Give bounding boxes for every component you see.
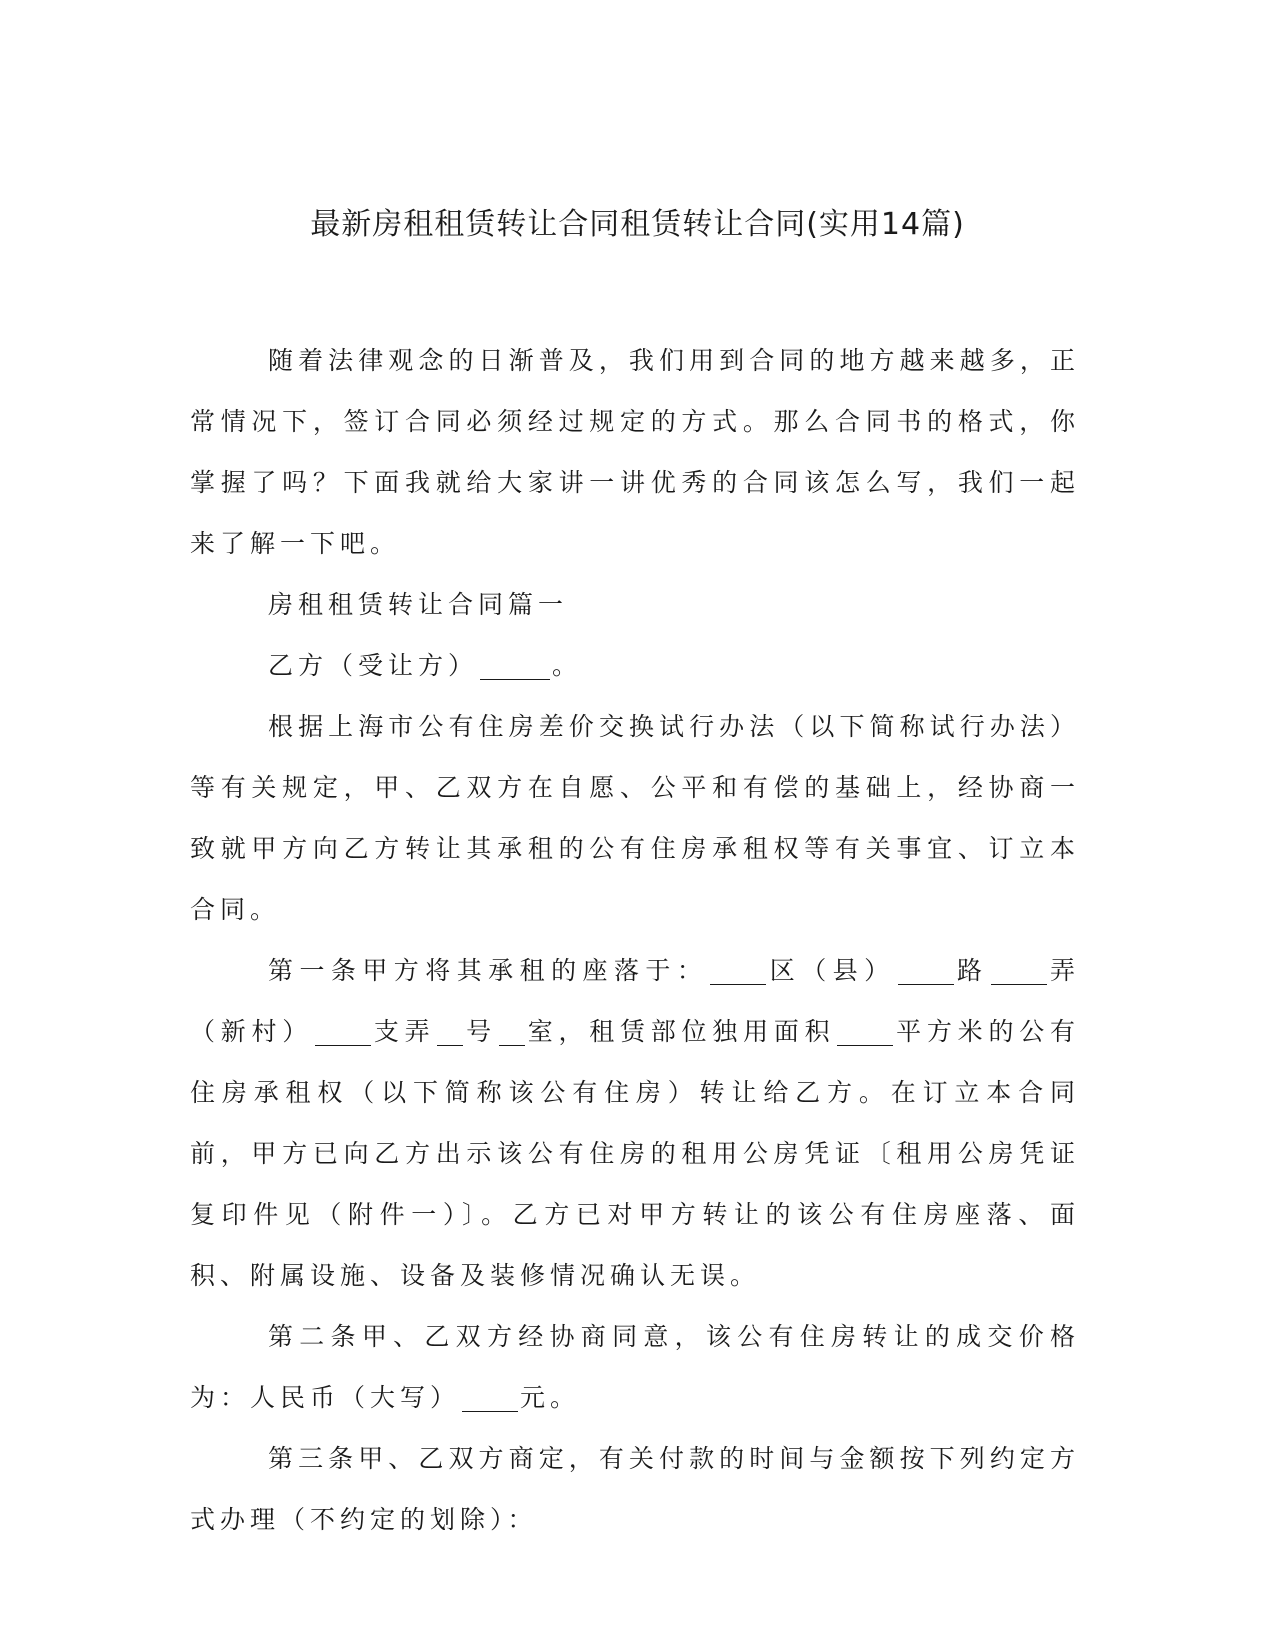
document-body (190, 330, 1080, 1550)
article-2-suffix: 元。 (520, 1383, 581, 1412)
document-title: 最新房租租赁转让合同租赁转让合同(实用14篇) (310, 207, 965, 242)
article-2-paragraph (190, 1306, 1080, 1428)
article-1-text: 室，租赁部位独用面积 (526, 1017, 836, 1046)
article-3-paragraph: 第三条甲、乙双方商定，有关付款的时间与金额按下列约定方式办理（不约定的划除）： (190, 1444, 1080, 1534)
fill-in-blank (991, 958, 1047, 985)
fill-in-blank (315, 1019, 371, 1046)
basis-paragraph: 根据上海市公有住房差价交换试行办法（以下简称试行办法）等有关规定，甲、乙双方在自愿、公平和有偿的基础上，经协商一致就甲方向乙方转让其承租的公有住房承租权等有关事宜、订立本合同。 (190, 712, 1080, 924)
fill-in-blank (462, 1385, 518, 1412)
article-1-paragraph (190, 940, 1080, 1306)
party-b-label: 乙方（受让方） (268, 651, 479, 680)
fill-in-blank (898, 958, 954, 985)
party-b-suffix: 。 (552, 651, 583, 680)
article-1-text: 支弄 (373, 1017, 436, 1046)
fill-in-blank (837, 1019, 893, 1046)
fill-in-blank (480, 653, 550, 680)
article-1-text: 号 (465, 1017, 497, 1046)
party-b-line (190, 635, 1080, 696)
article-1-text: 路 (955, 956, 989, 985)
intro-paragraph: 随着法律观念的日渐普及，我们用到合同的地方越来越多，正常情况下，签订合同必须经过规定的方式。那么合同书的格式，你掌握了吗？下面我就给大家讲一讲优秀的合同该怎么写，我们一起来了解一下吧。 (190, 346, 1080, 558)
article-1-text: 弄（新村） (190, 956, 1080, 1046)
article-1-text: 平方米的公有住房承租权（以下简称该公有住房）转让给乙方。在订立本合同前，甲方已向乙方出示该公有住房的租用公房凭证〔租用公房凭证复印件见（附件一）〕。乙方已对甲方转让的该公有住房座落、面积、附属设施、设备及装修情况确认无误。 (190, 1017, 1080, 1290)
article-1-text: 区（县） (768, 956, 896, 985)
article-1-text: 第一条甲方将其承租的座落于： (268, 956, 709, 985)
fill-in-blank (499, 1019, 525, 1046)
article-2-text: 第二条甲、乙双方经协商同意，该公有住房转让的成交价格为：人民币（大写） (190, 1322, 1080, 1412)
section-heading: 房租租赁转让合同篇一 (268, 590, 569, 619)
fill-in-blank (437, 1019, 463, 1046)
fill-in-blank (710, 958, 766, 985)
